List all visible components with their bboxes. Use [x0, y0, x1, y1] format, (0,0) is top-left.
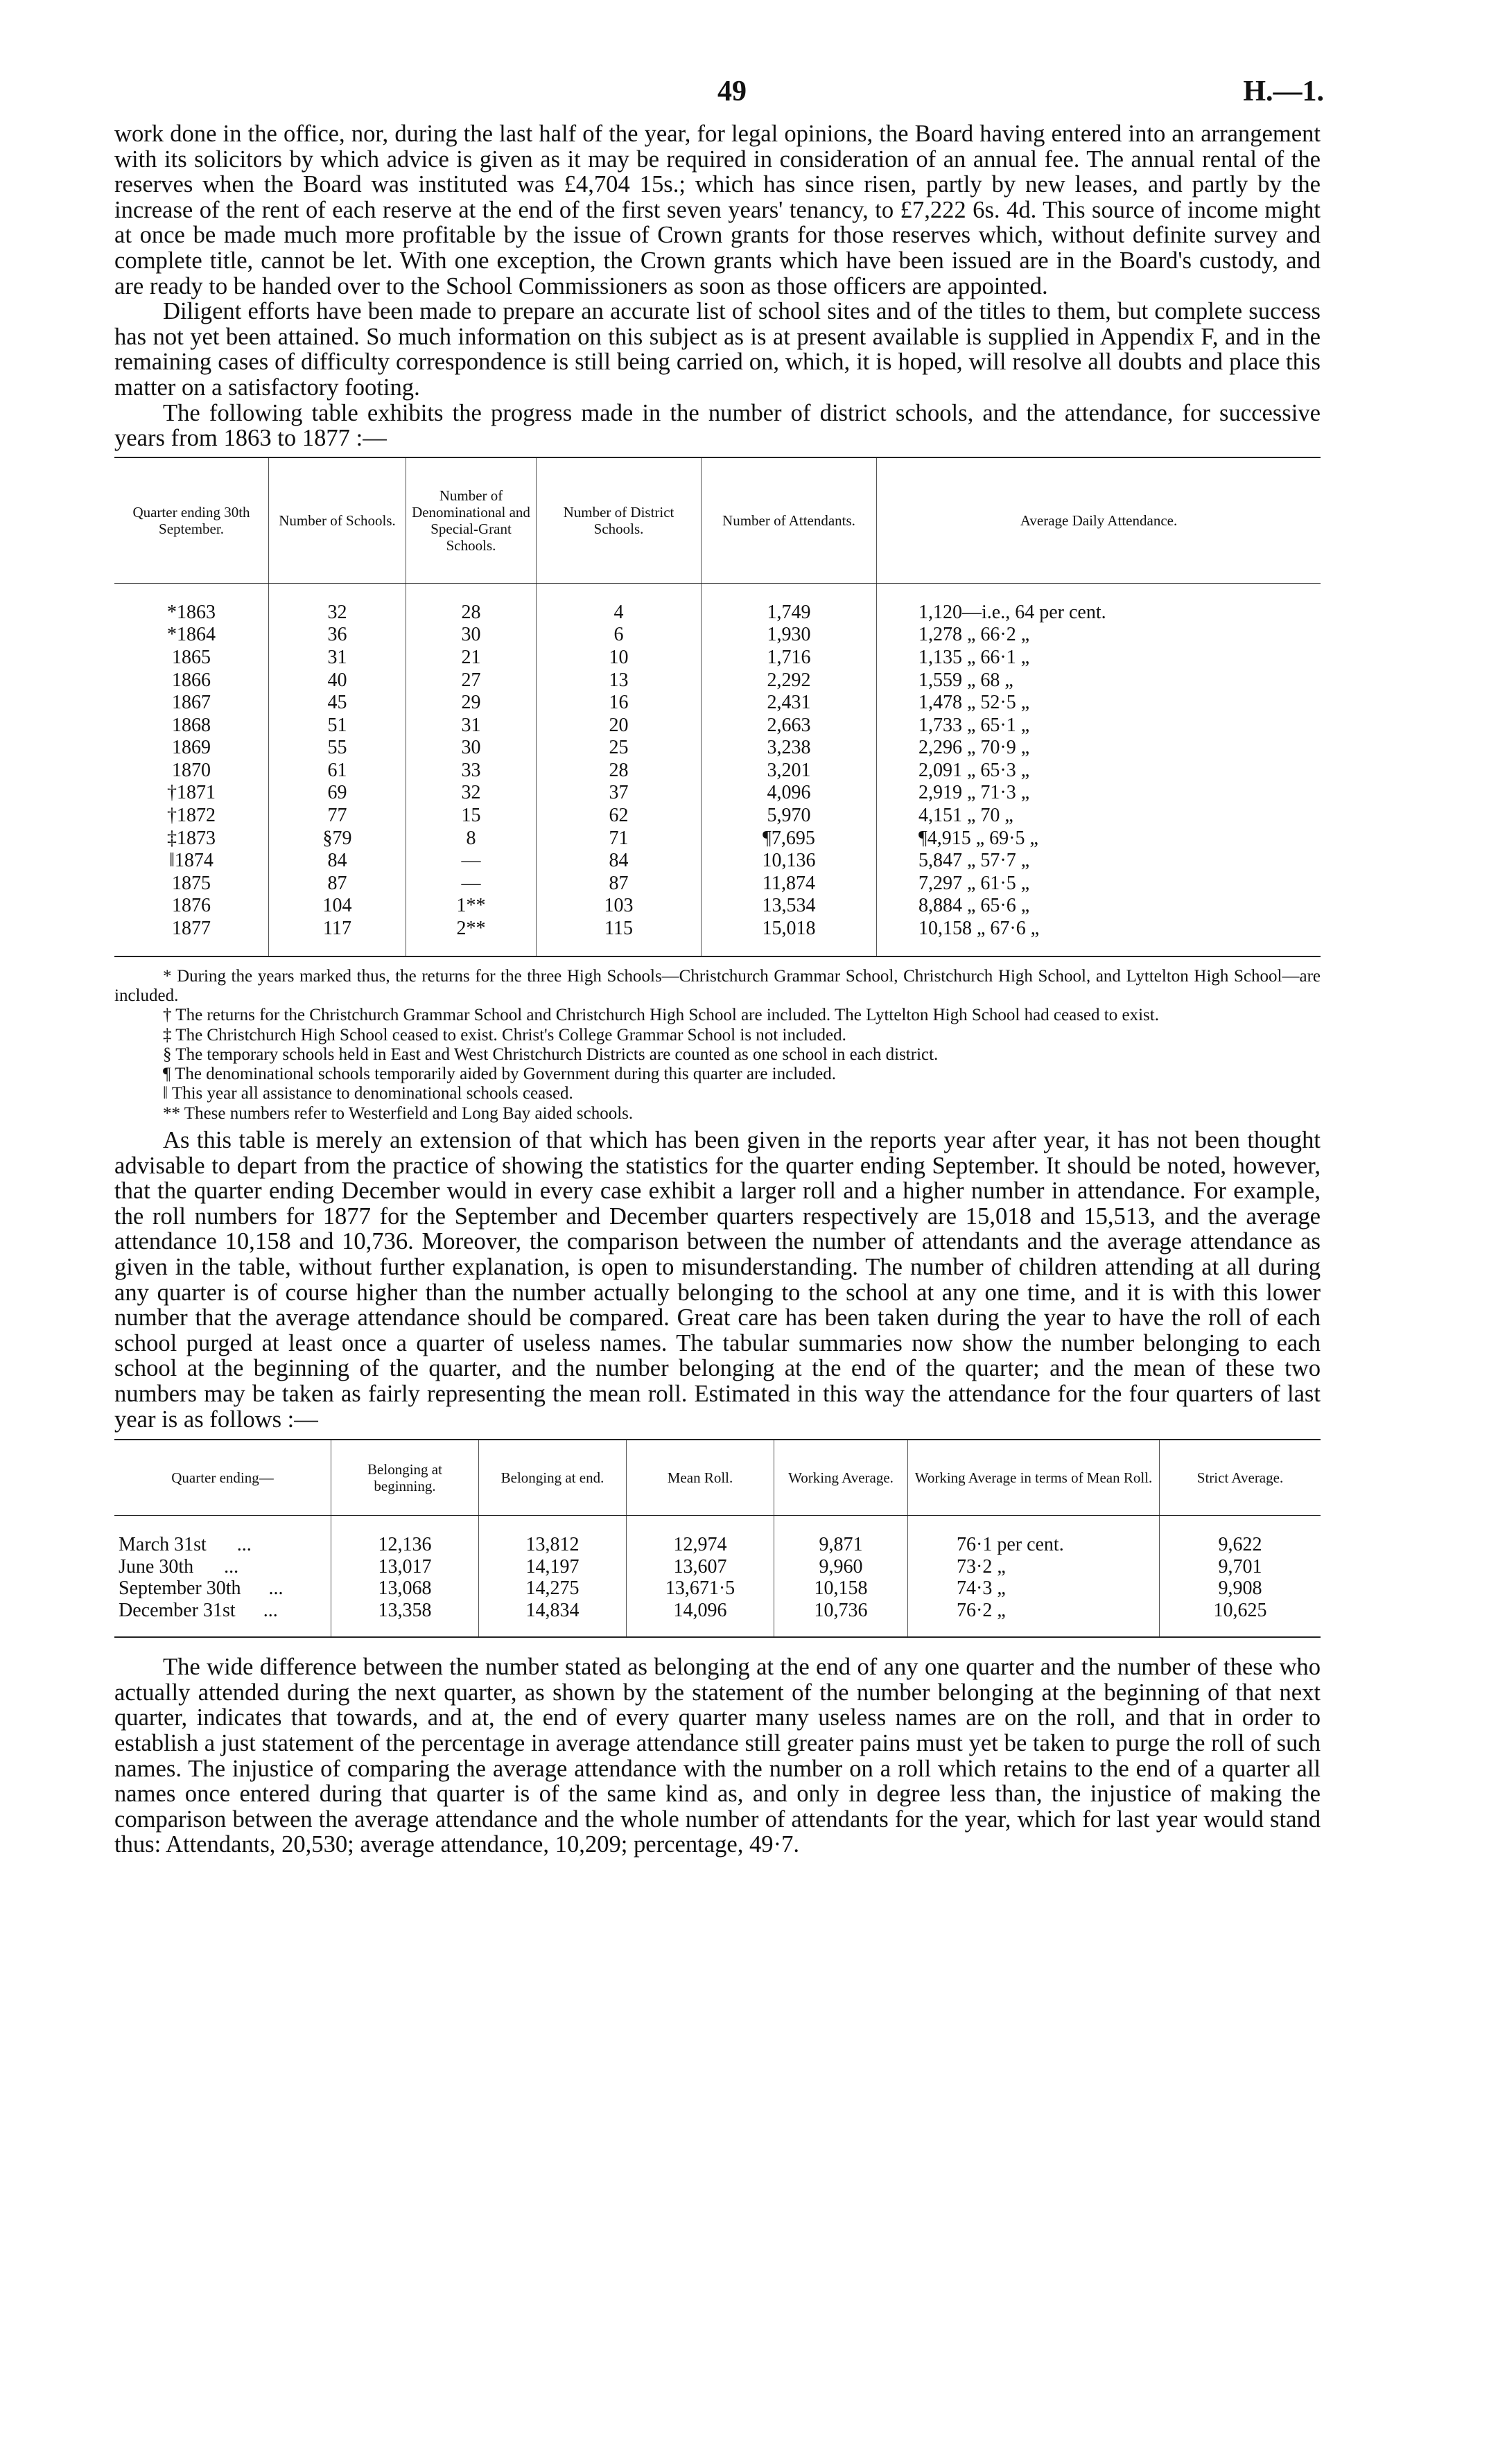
table-row	[114, 692, 1321, 715]
table-cell: 13,812	[479, 1534, 627, 1556]
table-cell: 25	[537, 737, 702, 760]
table-cell: 32	[406, 782, 537, 805]
footnotes	[114, 967, 1321, 1124]
table-cell: 20	[537, 715, 702, 737]
table-cell: 2,296 „ 70·9 „	[918, 737, 1030, 759]
table-cell: 6	[537, 624, 702, 647]
table-cell: 13,534	[702, 895, 877, 918]
table-cell: 30	[406, 624, 537, 647]
table-cell: 10,136	[702, 850, 877, 873]
table-cell: 62	[537, 805, 702, 828]
column-header: Mean Roll.	[627, 1440, 774, 1516]
table-row	[114, 647, 1321, 670]
table-cell: 1,278 „ 66·2 „	[918, 624, 1030, 646]
paragraph-conclusion: The wide difference between the number stated as belonging at the end of any one quarter and the number of these who actually attended during the next quarter, as shown by the statement of the number belonging at the beginning of that next quarter, indicates that towards, and at, the end of every quarter many useless names are on the roll, and that in order to establish a just statement of the percentage in average attendance still greater pains must yet be taken to purge the roll of such names. The injustice of comparing the average attendance with the number on a roll which retains to the end of a quarter all names once entered during that quarter is of the same kind as, and only in degree less than, the injustice of making the comparison between the average attendance and the whole number of attendants for the year, which for last year would stand thus: Attendants, 20,530; average attendance, 10,209; percentage, 49·7.	[114, 1654, 1321, 1858]
column-header: Number of Attendants.	[702, 457, 877, 584]
table-cell: 14,197	[479, 1556, 627, 1578]
table-cell: 1,120—i.e., 64 per cent.	[918, 601, 1106, 623]
table-cell: 2,292	[702, 670, 877, 692]
column-header: Strict Average.	[1160, 1440, 1321, 1516]
table-cell: *1863	[114, 602, 269, 624]
table-cell: 1,559 „ 68 „	[918, 669, 1013, 691]
table-row	[114, 850, 1321, 873]
table-cell: 1,733 „ 65·1 „	[918, 714, 1030, 736]
footnote: ¶ The denominational schools temporarily aided by Government during this quarter are included.	[163, 1065, 837, 1084]
table-cell: 115	[537, 918, 702, 941]
paragraph-explanation: As this table is merely an extension of that which has been given in the reports year after year, it has not been thought advisable to depart from the practice of showing the statistics for the quarter ending September. It should be noted, however, that the quarter ending December would in every case exhibit a larger roll and a higher number in attendance. For example, the roll numbers for 1877 for the September and December quarters respectively are 15,018 and 15,513, and the average attendance 10,158 and 10,736. Moreover, the comparison between the number of attendants and the average attendance as given in the table, without further explanation, is open to misunderstanding. The number of children attending at all during any quarter is of course higher than the number actually belonging to the school at any one time, and it is with this lower number that the average attendance should be compared. Great care has been taken during the year to have the roll of each school purged at least once a quarter of useless names. The tabular summaries now show the number belonging to each school at the beginning of the quarter, and the number belonging at the end of the quarter; and the mean of these two numbers may be taken as fairly representing the mean roll. Estimated in this way the attendance for the four quarters of last year is as follows :—	[114, 1127, 1321, 1433]
table-row	[114, 782, 1321, 805]
table-cell	[114, 1578, 331, 1600]
table-cell: 1876	[114, 895, 269, 918]
footnote: ** These numbers refer to Westerfield and Long Bay aided schools.	[163, 1103, 634, 1123]
column-header: Working Average.	[774, 1440, 908, 1516]
table-cell: 4,096	[702, 782, 877, 805]
column-header: Average Daily Attendance.	[877, 457, 1321, 584]
quarter-label: March 31st	[119, 1534, 207, 1556]
table-cell	[114, 1600, 331, 1622]
table-cell: 71	[537, 828, 702, 850]
column-header: Number of Schools.	[269, 457, 406, 584]
table-row	[114, 670, 1321, 692]
table-cell: ¶7,695	[702, 828, 877, 850]
paragraph-school-sites: Diligent efforts have been made to prepare an accurate list of school sites and of the titles to them, but complete success has not yet been attained. So much information on this subject as is at present available is supplied in Appendix F, and in the remaining cases of difficulty correspondence is still being carried on, which, it is hoped, will resolve all doubts and place this matter on a satisfactory footing.	[114, 298, 1321, 401]
table-cell: 1,749	[702, 602, 877, 624]
table-cell: 117	[269, 918, 406, 941]
table-cell: †1871	[114, 782, 269, 805]
table-cell: 1869	[114, 737, 269, 760]
table-cell: 40	[269, 670, 406, 692]
paragraph-table-intro: The following table exhibits the progress made in the number of district schools, and the attendance, for successive years from 1863 to 1877 :—	[114, 399, 1321, 452]
table-cell: 11,874	[702, 873, 877, 895]
column-header: Quarter ending 30th September.	[114, 457, 269, 584]
table-cell: 1870	[114, 760, 269, 783]
leader-dots: ...	[236, 1534, 252, 1556]
table-cell: 9,908	[1218, 1578, 1262, 1600]
table-cell: 2,431	[702, 692, 877, 715]
table-cell: 74·3 „	[908, 1578, 1160, 1600]
footnote: ‖ This year all assistance to denominational schools ceased.	[163, 1084, 573, 1103]
table-cell	[114, 1556, 331, 1578]
table-cell: ‖1874	[114, 850, 269, 873]
table-row	[114, 1556, 1321, 1578]
table-cell: ‡1873	[114, 828, 269, 850]
table-cell: 2,663	[702, 715, 877, 737]
table-cell: 5,970	[702, 805, 877, 828]
table-row	[114, 1600, 1321, 1622]
table-cell: 61	[269, 760, 406, 783]
table-cell	[114, 1534, 331, 1556]
table-cell: 29	[406, 692, 537, 715]
column-header: Working Average in terms of Mean Roll.	[908, 1440, 1160, 1516]
table-cell: 77	[269, 805, 406, 828]
leader-dots: ...	[224, 1555, 239, 1578]
table-cell: 13	[537, 670, 702, 692]
table-cell: 10,158 „ 67·6 „	[918, 918, 1040, 940]
table-cell: 28	[537, 760, 702, 783]
table-cell: —	[406, 850, 537, 873]
page-number: 49	[717, 76, 747, 107]
table-cell: 10,625	[1213, 1599, 1267, 1621]
table-cell: 9,622	[1218, 1534, 1262, 1556]
table-cell: 33	[406, 760, 537, 783]
table-cell: 87	[269, 873, 406, 895]
table-cell: 14,834	[479, 1600, 627, 1622]
table-cell: 9,701	[1218, 1555, 1262, 1578]
table-cell: 21	[406, 647, 537, 670]
table-cell: 84	[269, 850, 406, 873]
column-header: Quarter ending—	[114, 1440, 331, 1516]
table-cell: 104	[269, 895, 406, 918]
table-cell: 37	[537, 782, 702, 805]
table-cell: †1872	[114, 805, 269, 828]
table-cell: 1877	[114, 918, 269, 941]
paragraph-reserves: work done in the office, nor, during the last half of the year, for legal opinions, the Board having entered into an arrangement with its solicitors by which advice is given as it may be required in consideration of an annual fee. The annual rental of the reserves when the Board was instituted was £4,704 15s.; which has since risen, partly by new leases, and partly by the increase of the rent of each reserve at the end of the first seven years' tenancy, to £7,222 6s. 4d. This source of income might at once be made much more profitable by the issue of Crown grants for those reserves which, without definite survey and complete title, cannot be let. With one exception, the Crown grants which have been issued are in the Board's custody, and are ready to be handed over to the School Commissioners as soon as those officers are appointed.	[114, 121, 1321, 299]
table-cell: 1,478 „ 52·5 „	[918, 692, 1030, 714]
table-cell: 13,068	[331, 1578, 479, 1600]
table-row	[114, 760, 1321, 783]
table-cell: 103	[537, 895, 702, 918]
table-cell: 3,238	[702, 737, 877, 760]
table-header-row	[114, 457, 1321, 584]
table-cell: 1,135 „ 66·1 „	[918, 646, 1030, 668]
table-cell: 5,847 „ 57·7 „	[918, 850, 1030, 872]
column-header: Belonging at beginning.	[331, 1440, 479, 1516]
table-row	[114, 1534, 1321, 1556]
table-cell: 9,960	[774, 1556, 908, 1578]
district-schools-table	[114, 457, 1321, 957]
table-cell: ¶4,915 „ 69·5 „	[918, 827, 1038, 849]
table-cell: 1875	[114, 873, 269, 895]
table-cell: 32	[269, 602, 406, 624]
table-cell: 14,096	[627, 1600, 774, 1622]
table-cell: §79	[269, 828, 406, 850]
table-cell: 1,930	[702, 624, 877, 647]
table-cell: —	[406, 873, 537, 895]
document-page	[114, 0, 1324, 1858]
table-cell: 31	[269, 647, 406, 670]
table-row	[114, 828, 1321, 850]
table-cell: 10,158	[774, 1578, 908, 1600]
table-cell: 76·2 „	[908, 1600, 1160, 1622]
table-cell: 28	[406, 602, 537, 624]
table-cell: 2,091 „ 65·3 „	[918, 759, 1030, 781]
quarterly-attendance-table	[114, 1439, 1321, 1638]
table-cell: 10,736	[774, 1600, 908, 1622]
quarter-label: June 30th	[119, 1555, 194, 1578]
table-cell: 69	[269, 782, 406, 805]
table-cell: 1865	[114, 647, 269, 670]
table-cell: 9,871	[774, 1534, 908, 1556]
table-cell: 13,358	[331, 1600, 479, 1622]
table-cell: 76·1 per cent.	[908, 1534, 1160, 1556]
footnote: ‡ The Christchurch High School ceased to exist. Christ's College Grammar School is not included.	[163, 1025, 846, 1045]
table-cell: 14,275	[479, 1578, 627, 1600]
quarter-label: December 31st	[119, 1599, 236, 1621]
footnote: * During the years marked thus, the returns for the three High Schools—Christchurch Grammar School, Christchurch High School, and Lyttelton High School—are included.	[114, 966, 1321, 1005]
table-cell: 10	[537, 647, 702, 670]
table-cell: 36	[269, 624, 406, 647]
table-cell: 15,018	[702, 918, 877, 941]
table-cell: 87	[537, 873, 702, 895]
table-cell: 27	[406, 670, 537, 692]
table-cell: 3,201	[702, 760, 877, 783]
table-cell: 13,607	[627, 1556, 774, 1578]
table-cell: 2**	[406, 918, 537, 941]
table-row	[114, 873, 1321, 895]
document-reference: H.—1.	[1243, 76, 1324, 107]
table-cell: 16	[537, 692, 702, 715]
table-cell: 15	[406, 805, 537, 828]
table-body	[114, 583, 1321, 956]
table-cell: 1867	[114, 692, 269, 715]
table-cell: 55	[269, 737, 406, 760]
table-row	[114, 715, 1321, 737]
quarter-label: September 30th	[119, 1578, 241, 1600]
table-cell: 12,974	[627, 1534, 774, 1556]
footnote: † The returns for the Christchurch Grammar School and Christchurch High School are included. The Lyttelton High School had ceased to exist.	[163, 1006, 1159, 1025]
table-cell: 30	[406, 737, 537, 760]
leader-dots: ...	[263, 1599, 278, 1621]
table-cell: 8	[406, 828, 537, 850]
column-header: Belonging at end.	[479, 1440, 627, 1516]
table-header-row	[114, 1440, 1321, 1516]
table-row	[114, 1578, 1321, 1600]
table-cell: 2,919 „ 71·3 „	[918, 782, 1030, 804]
table-row	[114, 805, 1321, 828]
table-row	[114, 624, 1321, 647]
table-body	[114, 1516, 1321, 1638]
table-cell: 84	[537, 850, 702, 873]
table-cell: 13,017	[331, 1556, 479, 1578]
table-cell: 51	[269, 715, 406, 737]
table-row	[114, 918, 1321, 941]
page-header	[114, 0, 1324, 121]
table-cell: 13,671·5	[627, 1578, 774, 1600]
table-cell: *1864	[114, 624, 269, 647]
table-cell: 1866	[114, 670, 269, 692]
column-header: Number of Denominational and Special-Grant Schools.	[406, 457, 537, 584]
table-cell: 8,884 „ 65·6 „	[918, 895, 1030, 917]
table-row	[114, 737, 1321, 760]
leader-dots: ...	[268, 1578, 284, 1600]
table-cell: 1**	[406, 895, 537, 918]
table-cell: 73·2 „	[908, 1556, 1160, 1578]
table-cell: 1868	[114, 715, 269, 737]
table-cell: 45	[269, 692, 406, 715]
table-cell: 31	[406, 715, 537, 737]
table-cell: 1,716	[702, 647, 877, 670]
table-cell: 4,151 „ 70 „	[918, 805, 1013, 827]
column-header: Number of District Schools.	[537, 457, 702, 584]
table-cell: 4	[537, 602, 702, 624]
table-cell: 7,297 „ 61·5 „	[918, 872, 1030, 894]
footnote: § The temporary schools held in East and West Christchurch Districts are counted as one school in each district.	[163, 1045, 939, 1064]
table-row	[114, 602, 1321, 624]
table-row	[114, 895, 1321, 918]
table-cell: 12,136	[331, 1534, 479, 1556]
